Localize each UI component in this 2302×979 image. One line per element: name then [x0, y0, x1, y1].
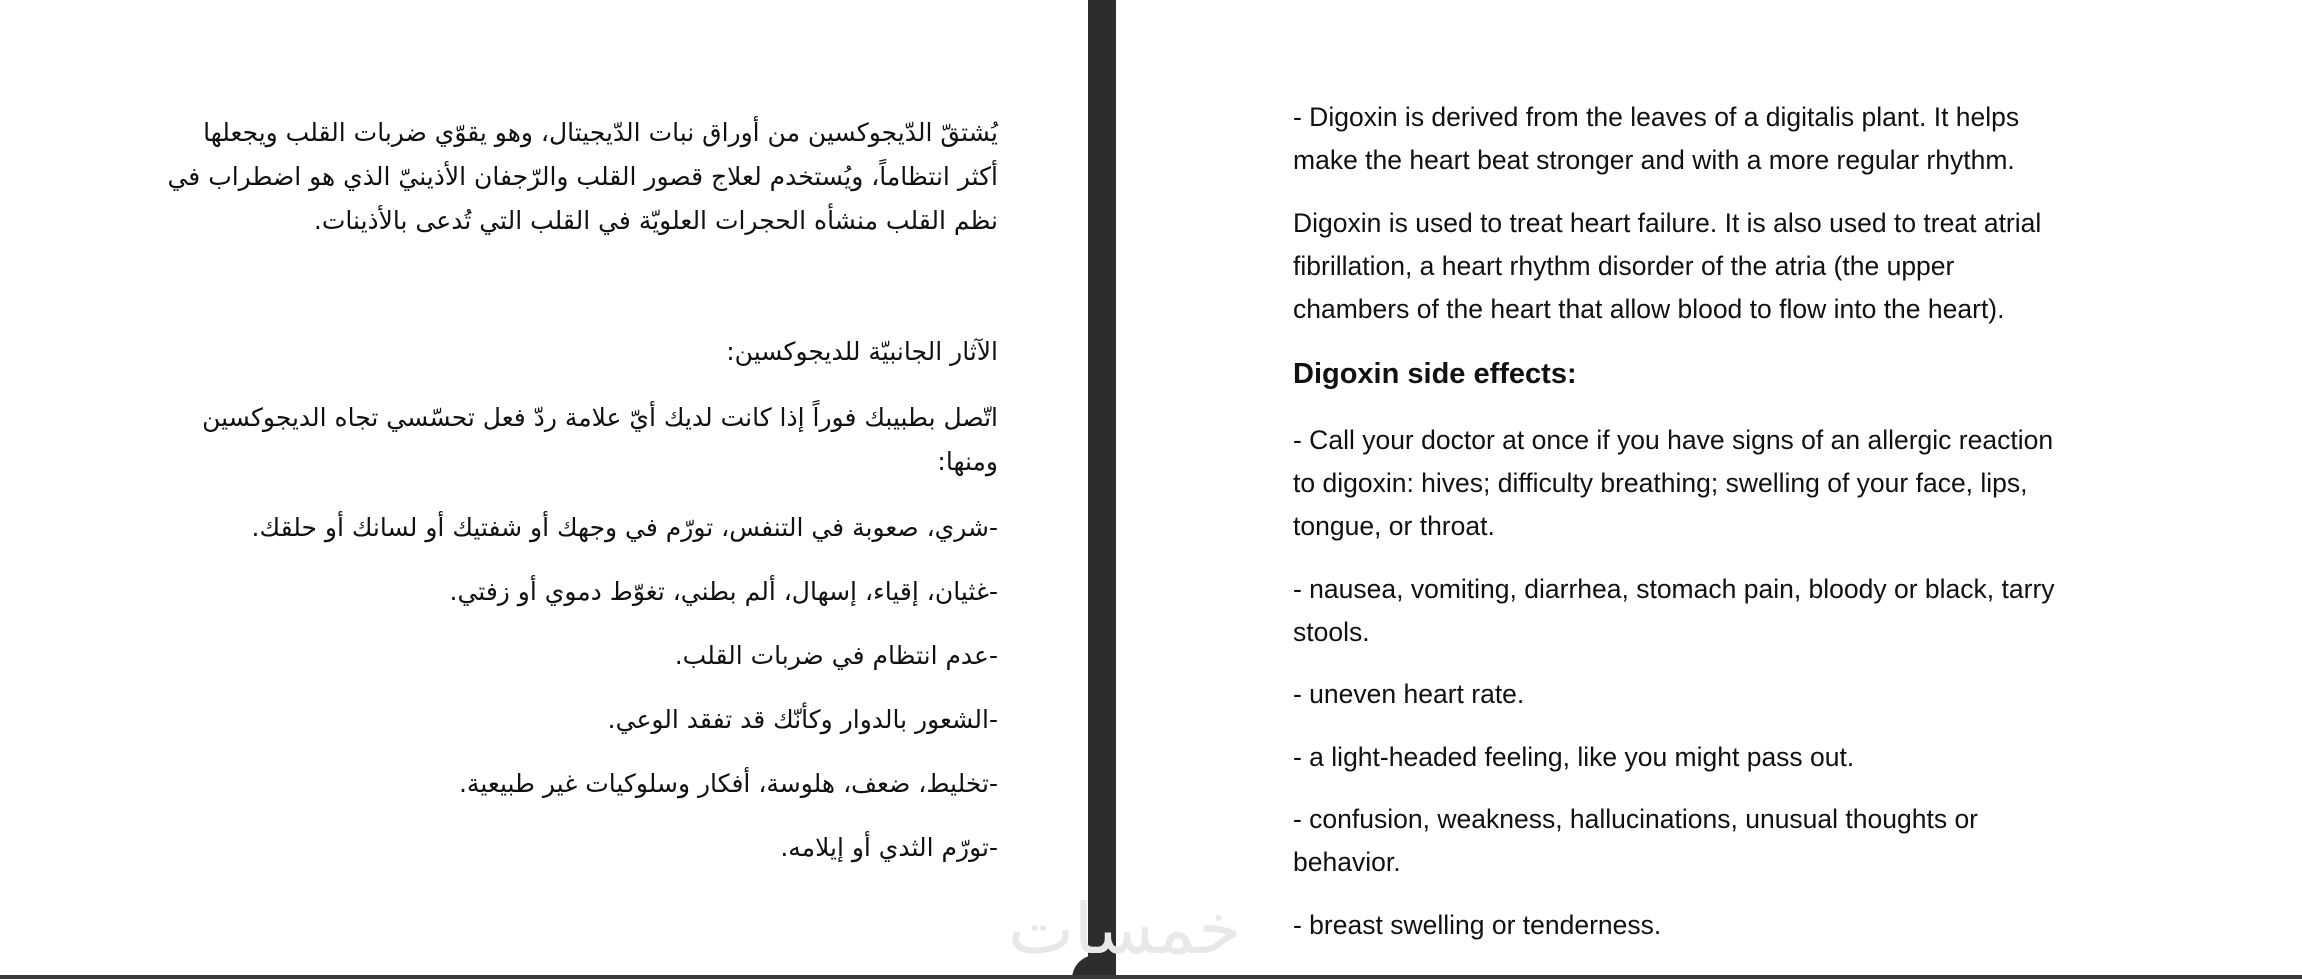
arabic-side-effect-item: -الشعور بالدوار وكأنّك قد تفقد الوعي.	[607, 705, 998, 734]
english-item-line: to digoxin: hives; difficulty breathing; swelling of your face, lips,	[1293, 468, 2028, 498]
english-side-effect-item	[1293, 673, 2173, 716]
english-side-effect-item	[1293, 904, 2173, 947]
english-side-effect-item	[1293, 568, 2173, 654]
english-intro-line: - Digoxin is derived from the leaves of a digitalis plant. It helps	[1293, 102, 2020, 132]
arabic-contact-doctor-paragraph	[98, 396, 998, 484]
english-side-effect-item	[1293, 419, 2173, 548]
english-page	[1116, 0, 2302, 979]
english-item-line: behavior.	[1293, 847, 1401, 877]
arabic-intro-line: نظم القلب منشأه الحجرات العلويّة في القلب التي تُدعى بالأذينات.	[313, 206, 998, 235]
arabic-side-effect-item: -تورّم الثدي أو إيلامه.	[780, 833, 998, 862]
english-item-line: - confusion, weakness, hallucinations, unusual thoughts or	[1293, 804, 1979, 834]
english-usage-line: Digoxin is used to treat heart failure. It is also used to treat atrial	[1293, 208, 2042, 238]
arabic-contact-line: ومنها:	[937, 447, 998, 476]
arabic-side-effect-item: -تخليط، ضعف، هلوسة، أفكار وسلوكيات غير طبيعية.	[458, 769, 998, 798]
khamsat-watermark: خمسات	[1008, 888, 1242, 970]
english-intro-paragraph	[1293, 96, 2173, 182]
arabic-side-effect-item: -عدم انتظام في ضربات القلب.	[674, 641, 998, 670]
english-side-effect-item	[1293, 736, 2173, 779]
english-usage-line: chambers of the heart that allow blood to flow into the heart).	[1293, 294, 2005, 324]
arabic-intro-paragraph	[98, 111, 998, 243]
arabic-contact-line: اتّصل بطبيبك فوراً إذا كانت لديك أيّ علامة ردّ فعل تحسّسي تجاه الديجوكسين	[202, 403, 998, 432]
arabic-intro-line: يُشتقّ الدّيجوكسين من أوراق نبات الدّيجيتال، وهو يقوّي ضربات القلب ويجعلها	[203, 118, 998, 147]
english-usage-paragraph	[1293, 202, 2173, 331]
english-item-line: - a light-headed feeling, like you might pass out.	[1293, 742, 1855, 772]
english-side-effect-item	[1293, 798, 2173, 884]
arabic-page	[0, 0, 1088, 979]
arabic-side-effect-item: -غثيان، إقياء، إسهال، ألم بطني، تغوّط دموي أو زفتي.	[449, 577, 998, 606]
english-item-line: - nausea, vomiting, diarrhea, stomach pain, bloody or black, tarry	[1293, 574, 2055, 604]
english-item-line: tongue, or throat.	[1293, 511, 1495, 541]
english-intro-line: make the heart beat stronger and with a more regular rhythm.	[1293, 145, 2015, 175]
english-item-line: - uneven heart rate.	[1293, 679, 1525, 709]
english-item-line: - Call your doctor at once if you have signs of an allergic reaction	[1293, 425, 2054, 455]
english-usage-line: fibrillation, a heart rhythm disorder of the atria (the upper	[1293, 251, 1955, 281]
arabic-intro-line: أكثر انتظاماً، ويُستخدم لعلاج قصور القلب والرّجفان الأذينيّ الذي هو اضطراب في	[167, 162, 998, 191]
bottom-edge	[0, 975, 2302, 979]
arabic-side-effects-heading: الآثار الجانبيّة للديجوكسين:	[726, 337, 998, 366]
page-divider[interactable]	[1088, 0, 1116, 979]
english-item-line: stools.	[1293, 617, 1370, 647]
english-side-effects-heading: Digoxin side effects:	[1293, 358, 1577, 390]
arabic-side-effect-item: -شري، صعوبة في التنفس، تورّم في وجهك أو شفتيك أو لسانك أو حلقك.	[251, 513, 998, 542]
english-item-line: - breast swelling or tenderness.	[1293, 910, 1662, 940]
